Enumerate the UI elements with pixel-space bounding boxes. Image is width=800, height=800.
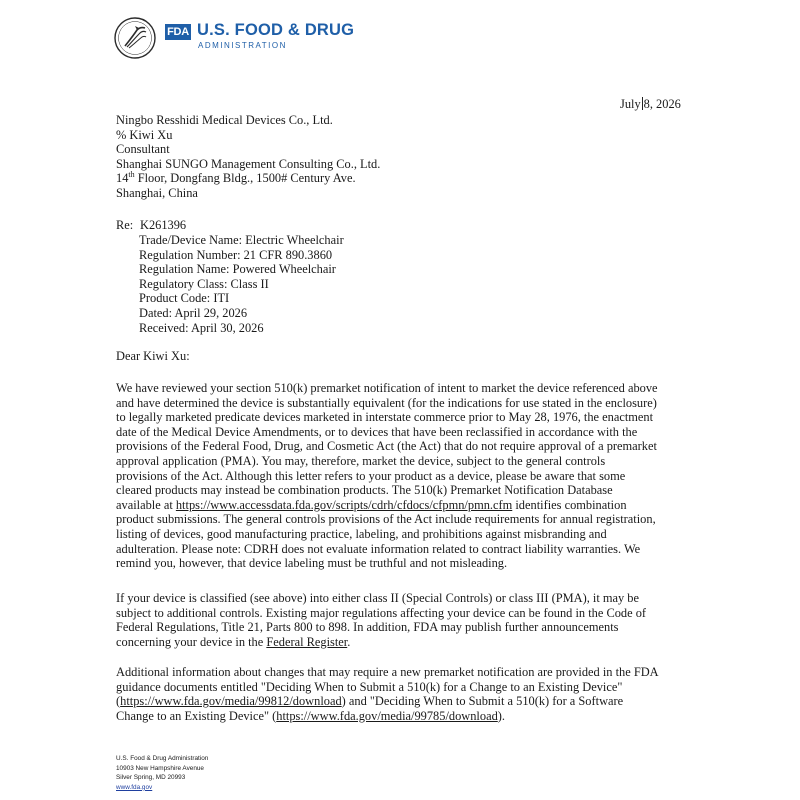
para-text: Change to an Existing Device" ( bbox=[116, 708, 277, 723]
re-field: Dated: April 29, 2026 bbox=[139, 305, 248, 320]
date-rest: 8, 2026 bbox=[643, 97, 681, 111]
footer-address bbox=[116, 754, 208, 792]
letter-date bbox=[620, 97, 681, 112]
address-line: Shanghai SUNGO Management Consulting Co., Ltd. bbox=[116, 156, 381, 171]
para-line: to legally marketed predicate devices marketed in interstate commerce prior to May 28, 1976, the enactment bbox=[116, 410, 654, 425]
re-fields bbox=[139, 233, 344, 335]
re-field: Regulation Number: 21 CFR 890.3860 bbox=[139, 247, 333, 262]
guidance-link-2[interactable]: https://www.fda.gov/media/99785/download bbox=[276, 708, 498, 723]
fda-logo-box: FDA bbox=[165, 24, 191, 40]
address-line: Ningbo Resshidi Medical Devices Co., Ltd. bbox=[116, 113, 333, 127]
paragraph-2 bbox=[116, 591, 646, 649]
hhs-seal-icon bbox=[113, 16, 157, 60]
para-text: ). bbox=[497, 708, 505, 723]
guidance-link-1[interactable]: https://www.fda.gov/media/99812/download bbox=[120, 694, 342, 709]
para-line: listing of devices, good manufacturing practice, labeling, and prohibitions against misbranding and bbox=[116, 526, 607, 541]
re-field: Product Code: ITI bbox=[139, 291, 230, 306]
address-line: % Kiwi Xu bbox=[116, 127, 173, 142]
para-line: Additional information about changes that may require a new premarket notification are provided in the FDA bbox=[116, 665, 659, 679]
para-line: We have reviewed your section 510(k) premarket notification of intent to market the device referenced above bbox=[116, 381, 658, 395]
agency-name: U.S. FOOD & DRUG bbox=[197, 21, 355, 39]
para-line: Federal Regulations, Title 21, Parts 800 to 898. In addition, FDA may publish further announcements bbox=[116, 620, 619, 635]
re-field: Received: April 30, 2026 bbox=[139, 320, 264, 335]
re-field: Trade/Device Name: Electric Wheelchair bbox=[139, 233, 344, 247]
fda-website-link[interactable]: www.fda.gov bbox=[116, 783, 153, 791]
para-line: adulteration. Please note: CDRH does not evaluate information related to contract liability warranties. We bbox=[116, 541, 641, 556]
floor-number: 14 bbox=[116, 171, 129, 186]
re-field: Regulatory Class: Class II bbox=[139, 276, 269, 291]
paragraph-3 bbox=[116, 665, 659, 723]
text-cursor bbox=[642, 97, 643, 110]
para-text: . bbox=[347, 634, 351, 649]
para-text: ) and "Deciding When to Submit a 510(k) for a Software bbox=[341, 694, 624, 709]
salutation: Dear Kiwi Xu: bbox=[116, 349, 190, 363]
para-line: cleared products may instead be combination products. The 510(k) Premarket Notification Database bbox=[116, 483, 613, 498]
para-line bbox=[116, 635, 646, 650]
para-text: concerning your device in the bbox=[116, 634, 267, 649]
floor-rest: Floor, Dongfang Bldg., 1500# Century Ave. bbox=[134, 171, 356, 186]
para-line bbox=[116, 694, 659, 709]
footer-line bbox=[116, 783, 208, 793]
address-line: Consultant bbox=[116, 142, 170, 157]
re-field: Regulation Name: Powered Wheelchair bbox=[139, 262, 336, 277]
para-line: date of the Medical Device Amendments, or to devices that have been reclassified in accordance with the bbox=[116, 424, 638, 439]
paragraph-1 bbox=[116, 381, 658, 571]
footer-line: 10903 New Hampshire Avenue bbox=[116, 764, 204, 772]
para-line: guidance documents entitled "Deciding When to Submit a 510(k) for a Change to an Existing Device" bbox=[116, 679, 623, 694]
footer-line: U.S. Food & Drug Administration bbox=[116, 755, 209, 762]
floor-suffix: th bbox=[128, 170, 135, 180]
address-line bbox=[116, 171, 380, 186]
para-line: If your device is classified (see above) into either class II (Special Controls) or class III (PMA), it may be bbox=[116, 591, 639, 605]
address-line: Shanghai, China bbox=[116, 185, 198, 200]
k-number: K261396 bbox=[140, 218, 187, 232]
para-line bbox=[116, 498, 658, 513]
pmn-database-link[interactable]: https://www.accessdata.fda.gov/scripts/cdrh/cfdocs/cfpmn/pmn.cfm bbox=[175, 497, 513, 512]
date-month: July bbox=[620, 97, 641, 111]
federal-register-link[interactable]: Federal Register bbox=[266, 634, 348, 649]
footer-line: Silver Spring, MD 20993 bbox=[116, 774, 186, 782]
para-line: and have determined the device is substantially equivalent (for the indications for use stated in the enclosure) bbox=[116, 395, 657, 410]
para-line: provisions of the Federal Food, Drug, and Cosmetic Act (the Act) that do not require approval of a premarket bbox=[116, 439, 657, 454]
agency-subtitle: ADMINISTRATION bbox=[198, 41, 287, 50]
para-line: subject to additional controls. Existing major regulations affecting your device can be found in the Code of bbox=[116, 605, 647, 620]
para-line: approval application (PMA). You may, therefore, market the device, subject to the general controls bbox=[116, 453, 606, 468]
re-label: Re: bbox=[116, 218, 134, 232]
para-text: ( bbox=[116, 694, 121, 709]
para-line: product submissions. The general controls provisions of the Act include requirements for annual registration, bbox=[116, 512, 656, 527]
recipient-address bbox=[116, 113, 380, 201]
para-line: remind you, however, that device labeling must be truthful and not misleading. bbox=[116, 556, 508, 571]
para-line: provisions of the Act. Although this letter refers to your product as a device, please be aware that some bbox=[116, 468, 626, 483]
para-line bbox=[116, 709, 659, 724]
para-text: identifies combination bbox=[512, 497, 627, 512]
para-text: available at bbox=[116, 497, 176, 512]
